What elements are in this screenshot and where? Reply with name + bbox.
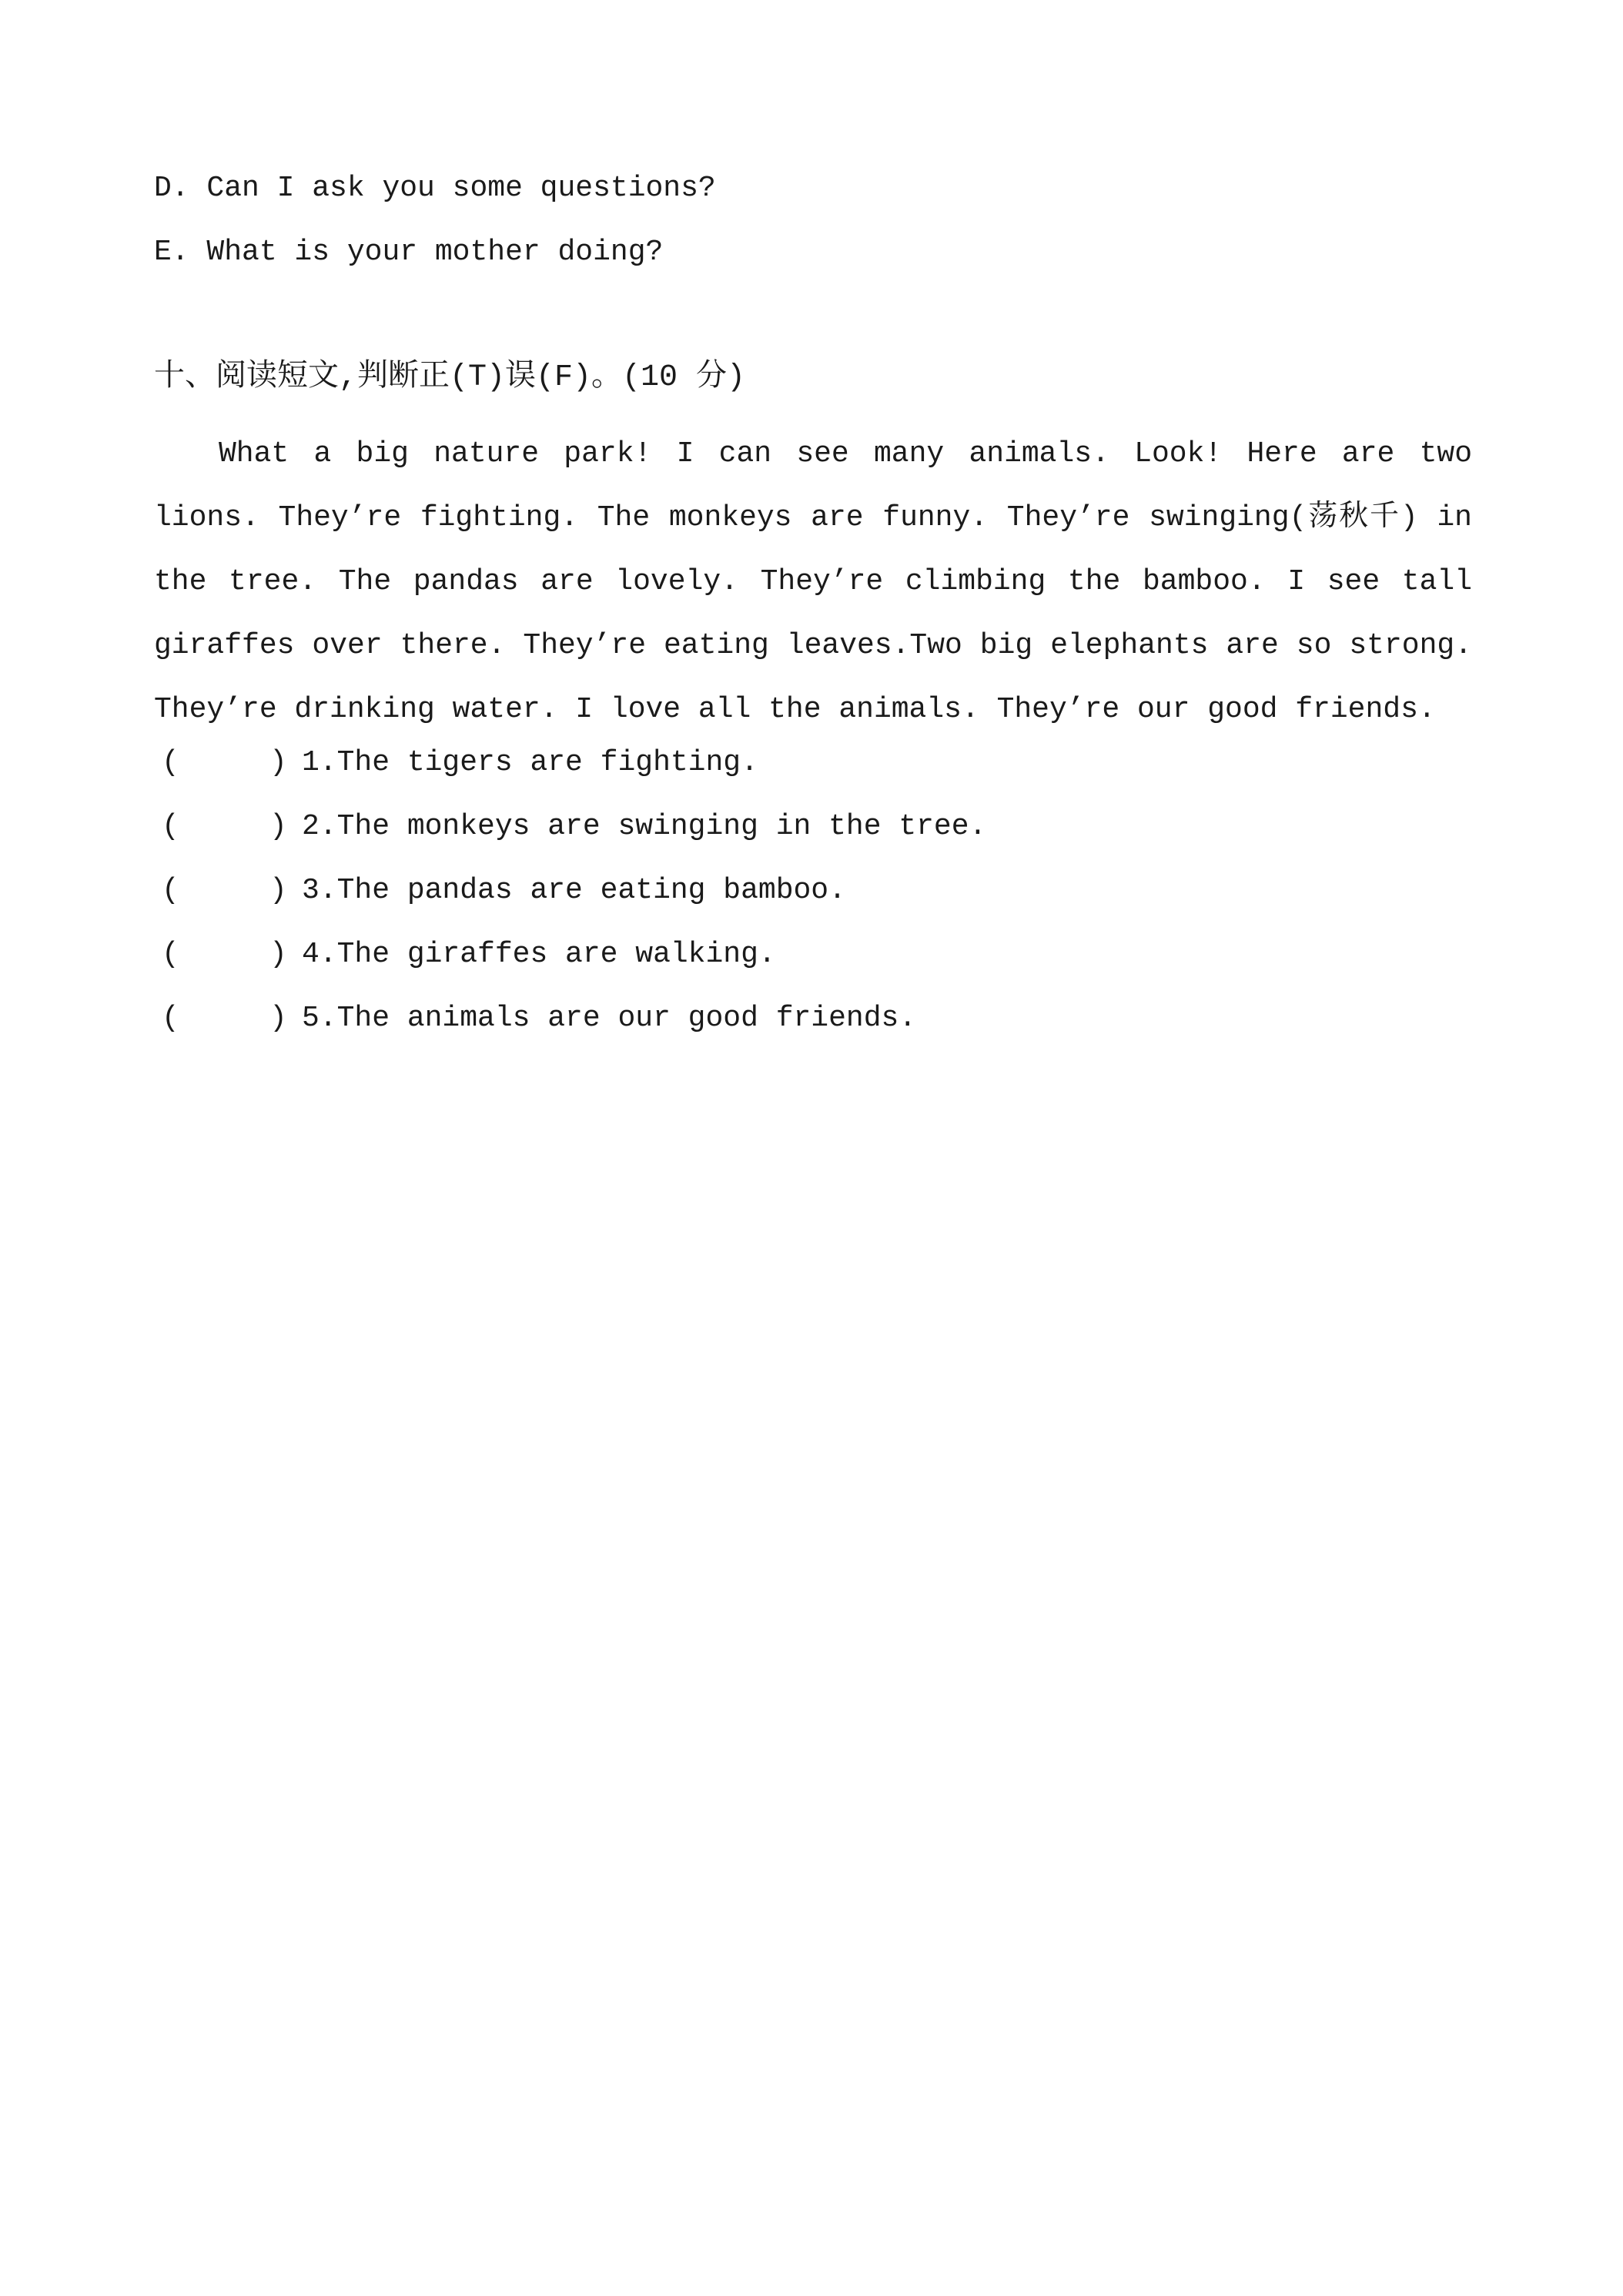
answer-blank-open: ( xyxy=(162,1002,179,1035)
answer-blank-close: ) xyxy=(269,1002,287,1035)
option-e: E. What is your mother doing? xyxy=(154,236,664,269)
statement-item xyxy=(162,872,846,910)
answer-blank-close: ) xyxy=(269,746,287,779)
passage-text: What a big nature park! I can see many animals. Look! Here are two lions. They’re fighting. The monkeys are funny. They’re swinging(荡秋千) in the tree. The pandas are lovely. They’re climbing the bamboo. I see tall giraffes over there. They’re eating leaves.Two big elephants are so strong. They’re drinking water. I love all the animals. They’re our good friends. xyxy=(154,437,1472,726)
statement-item xyxy=(162,744,758,782)
statement-text: 5.The animals are our good friends. xyxy=(302,1002,917,1035)
answer-blank-open: ( xyxy=(162,938,179,971)
answer-blank-open: ( xyxy=(162,874,179,907)
statement-item xyxy=(162,999,917,1038)
reading-passage xyxy=(154,422,1472,741)
statement-item xyxy=(162,935,776,974)
section-title: 十、阅读短文,判断正(T)误(F)。(10 分) xyxy=(154,360,746,395)
answer-blank-close: ) xyxy=(269,874,287,907)
statement-text: 3.The pandas are eating bamboo. xyxy=(302,874,846,907)
statement-item xyxy=(162,808,987,846)
statement-text: 2.The monkeys are swinging in the tree. xyxy=(302,810,987,843)
answer-blank-close: ) xyxy=(269,810,287,843)
statement-text: 1.The tigers are fighting. xyxy=(302,746,758,779)
answer-blank-close: ) xyxy=(269,938,287,971)
option-d: D. Can I ask you some questions? xyxy=(154,172,716,205)
answer-blank-open: ( xyxy=(162,810,179,843)
statement-text: 4.The giraffes are walking. xyxy=(302,938,776,971)
answer-blank-open: ( xyxy=(162,746,179,779)
